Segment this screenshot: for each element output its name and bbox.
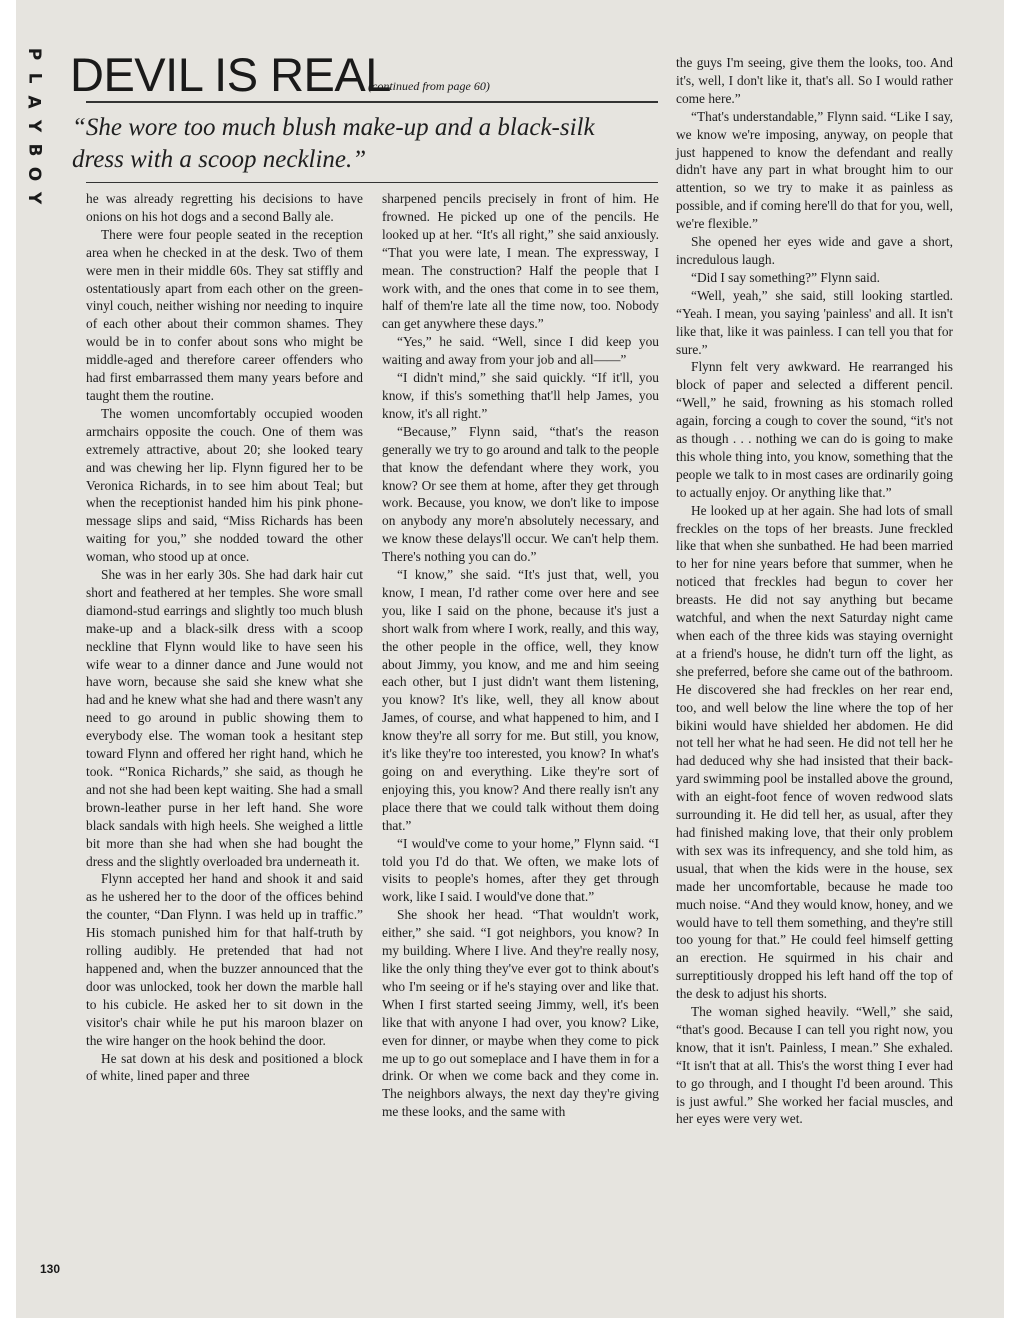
magazine-name-letter: B [24,143,44,157]
magazine-name-letter: Y [24,191,44,205]
body-paragraph: He looked up at her again. She had lots of small freckles on the tops of her breasts. June freckled like that when she sunbathed. He had been married to her for nine years before that summer, when he noticed that freckles had begun to cover her breasts. He did not say anything but became watchful, and when the next Saturday night came when each of the three kids was staying overnight at a friend's house, he didn't turn off the light, as she preferred, before she came out of the bathroom. He discovered she had freckles on her rear end, too, and well below the line where the top of her bikini would have shielded her abdomen. He did not tell her what he had seen. He did not tell her he had deduced why she had insisted that their back-yard swimming pool be installed above the ground, with an eight-foot fence of woven redwood slats surrounding it. He did tell her, as usual, after they had finished making love, that their only problem with sex was its infrequency, and she told him, as usual, that when the kids were in the house, sex made her uncomfortable, because he made too much noise. “And they would know, honey, and we would have to tell them something, and they're still too young for that.” He could feel himself getting an erection. He squirmed in his chair and surreptitiously dropped his left hand off the top of the desk to adjust his shorts. [676,502,953,1002]
continued-from-note: (continued from page 60) [368,79,490,93]
body-paragraph: “I didn't mind,” she said quickly. “If it'll, you know, if this's something that'll help James, you know, it's all right.” [382,370,659,421]
body-paragraph: Flynn accepted her hand and shook it and said as he ushered her to the door of the offices behind the counter, “Dan Flynn. I was held up in traffic.” His stomach punished him for that half-truth by rolling audibly. He pretended that had not happened and, when the buzzer announced that the door was unlocked, took her down the marble hall to his cubicle. He asked her to sit down in the visitor's chair while he put his maroon blazer on the wire hanger on the hook behind the door. [86,871,363,1048]
body-paragraph: The woman sighed heavily. “Well,” she said, “that's good. Because I can tell you right now, you know, that it isn't. Painless, I mean.” She exhaled. “It isn't that at all. This's the worst thing I ever had to go through, and I thought I'd been around. This is just awful.” She worked her facial muscles, and her eyes were very wet. [676,1004,953,1127]
body-paragraph: sharpened pencils precisely in front of him. He frowned. He picked up one of the pencils. He looked up at her. “It's all right,” she said anxiously. “That you were late, I mean. The expressway, I mean. The construction? Half the people that I work with, and the ones that come in to see them, half of them're late all the time now, too. Nobody can get anywhere these days.” [382,191,659,332]
body-paragraph: “I would've come to your home,” Flynn said. “I told you I'd do that. We often, we make lots of visits to people's homes, after they get through work, like I said. I would've done that.” [382,835,659,905]
body-paragraph: “That's understandable,” Flynn said. “Like I say, we know we're imposing, anyway, on people that just happened to know the defendant and really didn't have any part in what brought him to our attention, so we try to make it as painless as possible, and if coming here'll do that for you, well, we're flexible.” [676,108,953,232]
body-paragraph: he was already regretting his decisions to have onions on his hot dogs and a second Bally ale. [86,191,363,224]
article-title: DEVIL IS REAL [70,48,391,101]
pull-quote: “She wore too much blush make-up and a black-silk dress with a scoop neckline.” [72,114,595,173]
body-paragraph: “Yes,” he said. “Well, since I did keep you waiting and away from your job and all——” [382,334,659,368]
page-number: 130 [40,1262,61,1276]
body-paragraph: Flynn felt very awkward. He rearranged his block of paper and selected a different pencil. “Well,” he said, frowning as his stomach rolled again, forcing a cough to cover the sound, “it's not as though . . . nothing we can do is going to make this whole thing into, you know, something that the people we talk to in most cases are ordinarily going to actually enjoy. Or anything like that.” [676,359,953,500]
body-paragraph: “Did I say something?” Flynn said. [691,269,880,285]
magazine-name-letter: Y [24,119,44,133]
body-paragraph: He sat down at his desk and positioned a block of white, lined paper and three [86,1050,363,1084]
magazine-name-letter: A [23,95,44,109]
magazine-name-letter: O [23,166,44,182]
body-paragraph: the guys I'm seeing, give them the looks, too. And it's, well, I don't like it, that's all. So I would rather come here.” [676,55,953,106]
body-column-2 [382,190,659,1121]
body-paragraph: “I know,” she said. “It's just that, well, you know, I mean, I'd rather come over here and see you, like I said on the phone, because it's just a short walk from where I work, really, and this way, the other people in the office, well, they know about Jimmy, you know, and me and him seeing each other, but I just didn't want them listening, you know? It's like, well, they all know about James, of course, and what happened to him, and I know they're all sorry for me. But still, you know, it's like they're too interested, you know? In what's going on and everything. Like they're sort of enjoying this, you know? And there really isn't any place there that we could talk without them doing that.” [382,567,659,833]
magazine-name-letter: L [24,72,44,84]
body-paragraph: There were four people seated in the reception area when he checked in at the desk. Two of them were men in their middle 60s. They sat stiffly and ostentatiously apart from each other on the green-vinyl couch, neither wishing nor needing to inquire of each other about their common shames. They would be in to confer about sons who might be middle-aged and therefore career offenders who had first embarrassed them many years before and taught them the routine. [86,226,363,403]
pullquote-rule [86,182,658,183]
title-rule [86,101,658,103]
body-column-1 [86,190,363,1085]
body-paragraph: She opened her eyes wide and gave a short, incredulous laugh. [676,234,953,267]
body-paragraph: The women uncomfortably occupied wooden armchairs opposite the couch. One of them was extremely attractive, about 20; she looked teary and was chewing her lip. Flynn figured her to be Veronica Richards, in to see him about Teal; but when the receptionist handed him his pink phone-message slips and said, “Miss Richards has been waiting for you,” she nodded toward the other woman, who stood up at once. [86,405,363,565]
body-column-3 [676,54,953,1128]
body-paragraph: “Because,” Flynn said, “that's the reason generally we try to go around and talk to the people that know the defendant where they work, you know? Or see them at home, after they get through work. Because, you know, we don't like to impose on anybody any more'n absolutely necessary, and we know these delays'll occur. We can't help them. There's nothing you can do.” [382,423,659,565]
body-paragraph: She shook her head. “That wouldn't work, either,” she said. “I got neighbors, you know? In my building. Where I live. And they're really nosy, like the only thing they've ever got to think about's who I'm seeing or if he's staying over and like that. When I first started seeing Jimmy, well, it's been like that with anyone I had over, you know? Like, even for dinner, or maybe when they come to pick me up to go out someplace and I have them in for a drink. Or when we come back and they come in. The neighbors always, the next day they're giving me these looks, and the same with [382,907,659,1120]
magazine-name-letter: P [24,47,44,61]
body-paragraph: She was in her early 30s. She had dark hair cut short and feathered at her temples. She wore small diamond-stud earrings and slightly too much blush make-up and a black-silk dress with a scoop neckline that Flynn would like to have seen his wife wear to a dinner dance and June would not have worn, because she said she knew what she had and he knew what she had and there wasn't any need to go around in public showing them to everybody else. The woman took a hesitant step toward Flynn and offered her right hand, which he took. “'Ronica Richards,” she said, as though he and not she had been kept waiting. She had a small brown-leather purse in her left hand. She wore black sandals with high heels. She weighed a little bit more than she had when she had bought the dress and the slightly overloaded bra underneath it. [86,567,363,869]
magazine-name [22,42,46,210]
body-paragraph: “Well, yeah,” she said, still looking startled. “Yeah. I mean, you saying 'painless' and all. It isn't like that, like it was painless. I can tell you that for sure.” [676,287,953,357]
